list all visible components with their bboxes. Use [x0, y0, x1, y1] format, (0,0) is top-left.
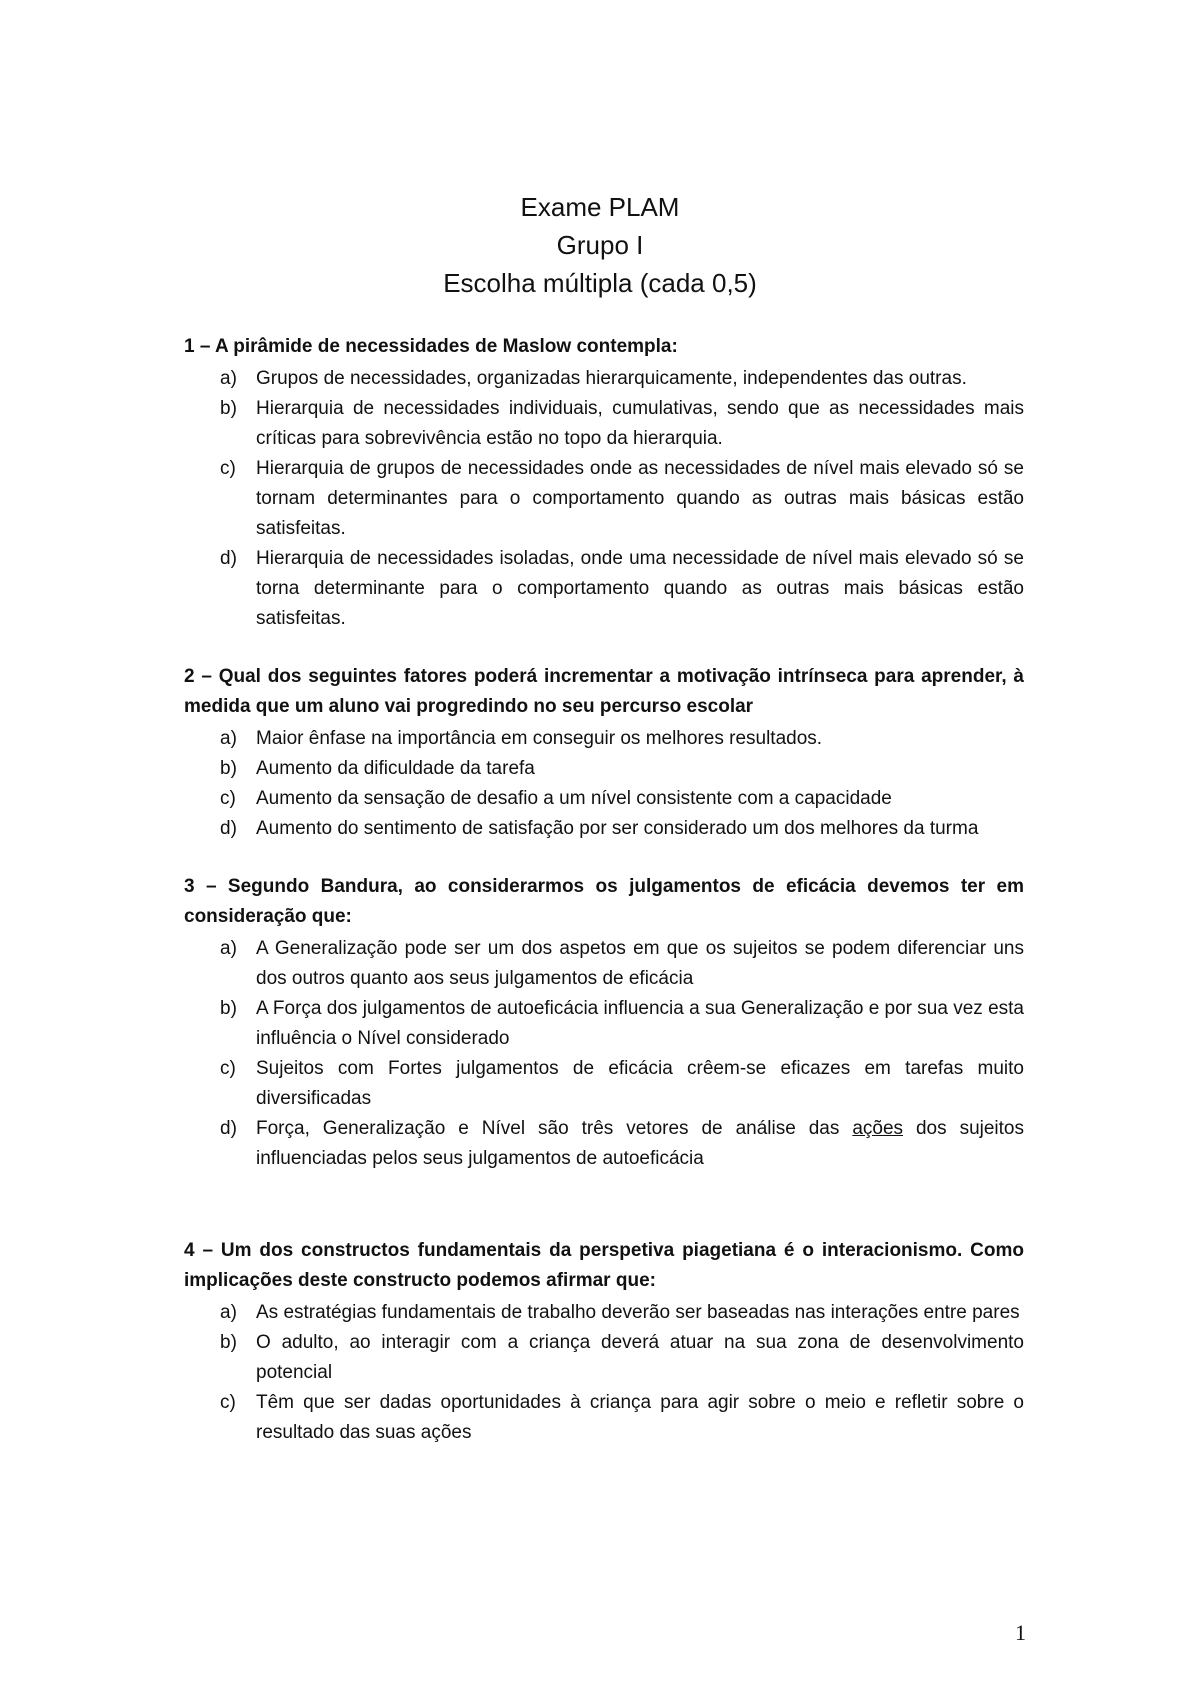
- option-letter: c): [220, 458, 236, 479]
- option-text: Aumento do sentimento de satisfação por ser considerado um dos melhores da turma: [256, 818, 979, 839]
- questions-container: [184, 332, 1024, 1476]
- option-text: Hierarquia de necessidades individuais, cumulativas, sendo que as necessidades mais críticas para sobrevivência estão no topo da hierarquia.: [256, 398, 1024, 449]
- option-c: [184, 454, 1024, 544]
- exam-title: Exame PLAM: [520, 192, 680, 222]
- option-letter: c): [220, 1392, 236, 1413]
- options-list: [184, 364, 1024, 634]
- title-block: [0, 188, 1200, 302]
- option-letter: c): [220, 1058, 236, 1079]
- question-4: [184, 1236, 1024, 1448]
- option-letter: b): [220, 1332, 237, 1353]
- option-text: Hierarquia de grupos de necessidades onde as necessidades de nível mais elevado só se tornam determinantes para o comportamento quando as outras mais básicas estão satisfeitas.: [256, 458, 1024, 539]
- option-letter: d): [220, 818, 237, 839]
- option-letter: c): [220, 788, 236, 809]
- option-letter: b): [220, 998, 237, 1019]
- option-letter: d): [220, 1118, 237, 1139]
- question-text: 3 – Segundo Bandura, ao considerarmos os julgamentos de eficácia devemos ter em consideração que:: [184, 876, 1024, 927]
- option-d: [184, 544, 1024, 634]
- option-a: [184, 364, 1024, 394]
- option-text: Sujeitos com Fortes julgamentos de eficácia crêem-se eficazes em tarefas muito diversificadas: [256, 1058, 1024, 1109]
- option-text: Aumento da sensação de desafio a um nível consistente com a capacidade: [256, 788, 892, 809]
- question-text: 2 – Qual dos seguintes fatores poderá incrementar a motivação intrínseca para aprender, à medida que um aluno vai progredindo no seu percurso escolar: [184, 666, 1024, 717]
- option-text-after: dos sujeitos influenciadas pelos seus julgamentos de autoeficácia: [256, 1118, 1024, 1169]
- question-2: [184, 662, 1024, 844]
- option-text: Hierarquia de necessidades isoladas, onde uma necessidade de nível mais elevado só se torna determinante para o comportamento quando as outras mais básicas estão satisfeitas.: [256, 548, 1024, 629]
- option-letter: a): [220, 368, 237, 389]
- question-text: 4 – Um dos constructos fundamentais da perspetiva piagetiana é o interacionismo. Como implicações deste constructo podemos afirmar que:: [184, 1240, 1024, 1291]
- option-b: [184, 754, 1024, 784]
- section-title: Escolha múltipla (cada 0,5): [443, 268, 757, 298]
- option-letter: d): [220, 548, 237, 569]
- option-text: O adulto, ao interagir com a criança deverá atuar na sua zona de desenvolvimento potencial: [256, 1332, 1024, 1383]
- option-text-underlined: ações: [852, 1118, 904, 1139]
- question-1: [184, 332, 1024, 634]
- option-d: [184, 814, 1024, 844]
- option-text-before: Força, Generalização e Nível são três vetores de análise das: [256, 1118, 853, 1139]
- question-3: [184, 872, 1024, 1174]
- options-list: [184, 934, 1024, 1174]
- option-a: [184, 934, 1024, 994]
- group-title: Grupo I: [556, 230, 644, 260]
- option-d: [184, 1114, 1024, 1174]
- option-letter: a): [220, 728, 237, 749]
- option-text: Têm que ser dadas oportunidades à criança para agir sobre o meio e refletir sobre o resultado das suas ações: [256, 1392, 1024, 1443]
- option-c: [184, 1388, 1024, 1448]
- option-b: [184, 994, 1024, 1054]
- option-letter: a): [220, 938, 237, 959]
- option-text: Aumento da dificuldade da tarefa: [256, 758, 535, 779]
- option-b: [184, 1328, 1024, 1388]
- option-letter: b): [220, 398, 237, 419]
- option-text: A Generalização pode ser um dos aspetos em que os sujeitos se podem diferenciar uns dos outros quanto aos seus julgamentos de eficácia: [256, 938, 1024, 989]
- option-text: Grupos de necessidades, organizadas hierarquicamente, independentes das outras.: [256, 368, 967, 389]
- option-c: [184, 784, 1024, 814]
- question-text: 1 – A pirâmide de necessidades de Maslow contempla:: [184, 336, 678, 357]
- option-a: [184, 724, 1024, 754]
- option-text: A Força dos julgamentos de autoeficácia influencia a sua Generalização e por sua vez esta influência o Nível considerado: [256, 998, 1024, 1049]
- page-number: 1: [1015, 1620, 1026, 1645]
- option-text: Maior ênfase na importância em conseguir os melhores resultados.: [256, 728, 823, 749]
- option-letter: b): [220, 758, 237, 779]
- options-list: [184, 724, 1024, 844]
- option-b: [184, 394, 1024, 454]
- option-a: [184, 1298, 1024, 1328]
- option-text: As estratégias fundamentais de trabalho deverão ser baseadas nas interações entre pares: [256, 1302, 1020, 1323]
- option-c: [184, 1054, 1024, 1114]
- options-list: [184, 1298, 1024, 1448]
- option-letter: a): [220, 1302, 237, 1323]
